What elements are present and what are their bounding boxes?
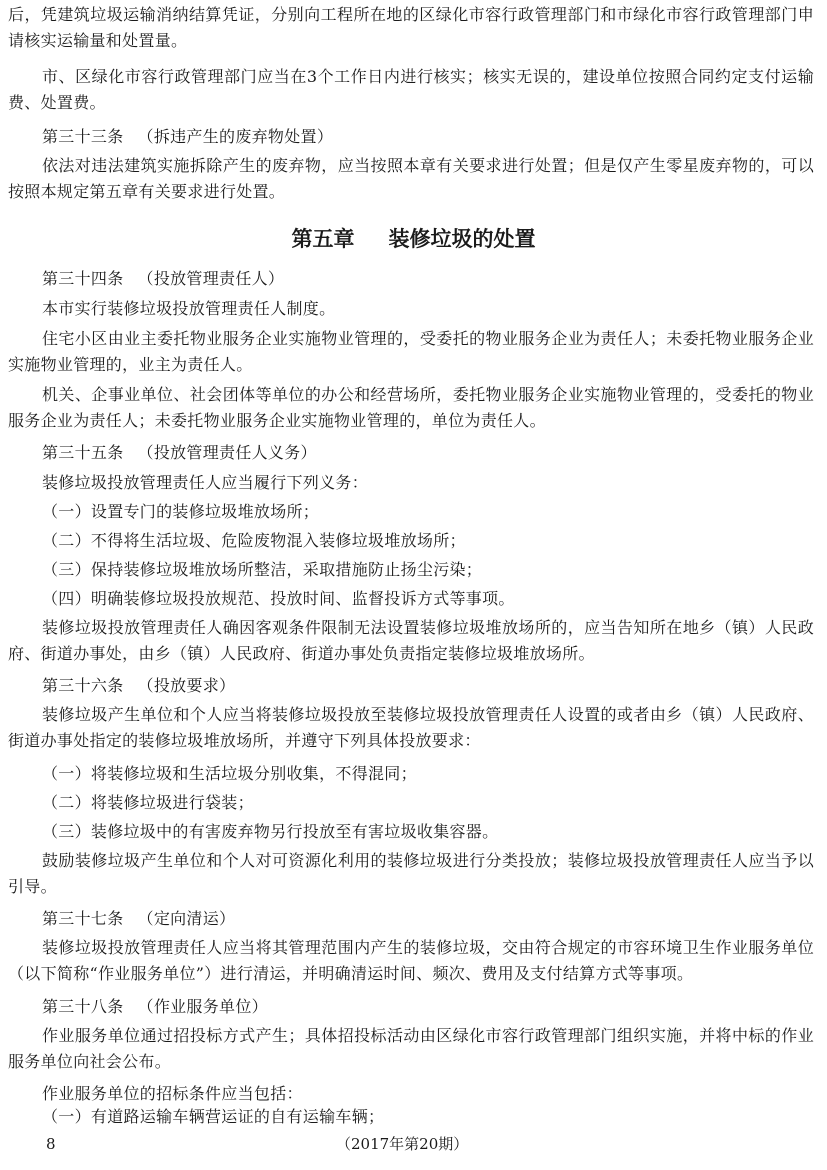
paragraph: 机关、企事业单位、社会团体等单位的办公和经营场所，委托物业服务企业实施物业管理的，受委托的物业服务企业为责任人；未委托物业服务企业实施物业管理的，单位为责任人。 xyxy=(8,385,814,430)
article-number: 第三十六条 xyxy=(42,676,124,695)
article-heading xyxy=(42,673,235,699)
article-title: （作业服务单位） xyxy=(137,997,268,1016)
paragraph: 装修垃圾投放管理责任人确因客观条件限制无法设置装修垃圾堆放场所的，应当告知所在地乡（镇）人民政府、街道办事处，由乡（镇）人民政府、街道办事处负责指定装修垃圾堆放场所。 xyxy=(8,618,814,663)
list-item: （二）将装修垃圾进行袋装； xyxy=(42,793,254,812)
article-number: 第三十五条 xyxy=(42,443,124,462)
article-title: （投放管理责任人义务） xyxy=(137,443,317,462)
article-heading xyxy=(42,124,333,150)
paragraph: 本市实行装修垃圾投放管理责任人制度。 xyxy=(42,299,336,318)
article-title: （投放管理责任人） xyxy=(137,269,285,288)
issue-label: （2017年第20期） xyxy=(336,1135,469,1153)
list-item: （一）设置专门的装修垃圾堆放场所； xyxy=(42,502,320,521)
paragraph: 住宅小区由业主委托物业服务企业实施物业管理的，受委托的物业服务企业为责任人；未委托物业服务企业实施物业管理的，业主为责任人。 xyxy=(8,329,814,374)
paragraph: 作业服务单位的招标条件应当包括： xyxy=(42,1084,303,1103)
paragraph: 后，凭建筑垃圾运输消纳结算凭证，分别向工程所在地的区绿化市容行政管理部门和市绿化市容行政管理部门申请核实运输量和处置量。 xyxy=(8,5,814,50)
article-number: 第三十四条 xyxy=(42,269,124,288)
chapter-heading xyxy=(0,224,827,254)
list-item: （四）明确装修垃圾投放规范、投放时间、监督投诉方式等事项。 xyxy=(42,589,515,608)
article-heading xyxy=(42,440,317,466)
article-number: 第三十七条 xyxy=(42,909,124,928)
list-item: （一）将装修垃圾和生活垃圾分别收集，不得混同； xyxy=(42,764,417,783)
chapter-number: 第五章 xyxy=(291,227,355,251)
list-item: （三）保持装修垃圾堆放场所整洁，采取措施防止扬尘污染； xyxy=(42,560,483,579)
article-heading xyxy=(42,266,284,292)
article-title: （投放要求） xyxy=(137,676,236,695)
paragraph: 作业服务单位通过招投标方式产生；具体招投标活动由区绿化市容行政管理部门组织实施，并将中标的作业服务单位向社会公布。 xyxy=(8,1026,814,1071)
paragraph: 装修垃圾投放管理责任人应当将其管理范围内产生的装修垃圾，交由符合规定的市容环境卫生作业服务单位（以下简称“作业服务单位”）进行清运，并明确清运时间、频次、费用及支付结算方式等事项。 xyxy=(8,938,814,983)
article-number: 第三十三条 xyxy=(42,127,124,146)
article-title: （拆违产生的废弃物处置） xyxy=(137,127,334,146)
article-number: 第三十八条 xyxy=(42,997,124,1016)
list-item: （三）装修垃圾中的有害废弃物另行投放至有害垃圾收集容器。 xyxy=(42,822,499,841)
page-number: 8 xyxy=(46,1135,56,1153)
list-item: （一）有道路运输车辆营运证的自有运输车辆； xyxy=(42,1107,385,1126)
article-heading xyxy=(42,994,268,1020)
list-item: （二）不得将生活垃圾、危险废物混入装修垃圾堆放场所； xyxy=(42,531,466,550)
paragraph: 鼓励装修垃圾产生单位和个人对可资源化利用的装修垃圾进行分类投放；装修垃圾投放管理责任人应当予以引导。 xyxy=(8,851,814,896)
paragraph: 装修垃圾投放管理责任人应当履行下列义务： xyxy=(42,473,369,492)
article-heading xyxy=(42,906,235,932)
chapter-title: 装修垃圾的处置 xyxy=(388,227,536,251)
paragraph: 市、区绿化市容行政管理部门应当在3个工作日内进行核实；核实无误的，建设单位按照合同约定支付运输费、处置费。 xyxy=(8,67,814,112)
paragraph: 装修垃圾产生单位和个人应当将装修垃圾投放至装修垃圾投放管理责任人设置的或者由乡（镇）人民政府、街道办事处指定的装修垃圾堆放场所，并遵守下列具体投放要求： xyxy=(8,705,814,750)
article-title: （定向清运） xyxy=(137,909,236,928)
paragraph: 依法对违法建筑实施拆除产生的废弃物，应当按照本章有关要求进行处置；但是仅产生零星废弃物的，可以按照本规定第五章有关要求进行处置。 xyxy=(8,156,814,201)
